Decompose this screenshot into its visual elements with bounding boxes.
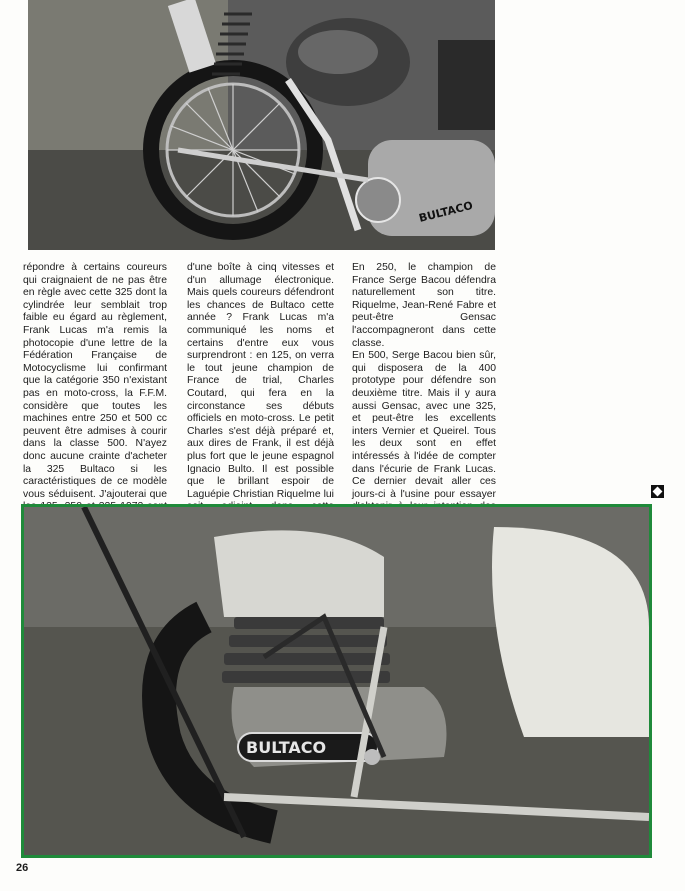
text-column-1 bbox=[23, 262, 167, 526]
page-number: 26 bbox=[16, 862, 29, 874]
bottom-photo bbox=[21, 504, 652, 858]
column-1-text: répondre à certains coureurs qui craignaient de ne pas être en règle avec cette 325 dont la cylindrée leur semblait trop faible eu égard au règlement, Frank Lucas m'a remis la photocopie d'une lettre de la Fédération Française de Motocyclisme lui confirmant que la catégorie 350 n'existant pas en moto-cross, la F.F.M. considère que toutes les machines entre 250 et 500 cc peuvent être admises à courir dans la classe 500. N'ayez donc aucune crainte d'acheter la 325 Bultaco si les caractéristiques de ce modèle vous séduisent. J'ajouterai que bbox=[23, 262, 167, 500]
column-3-paragraph-1: En 250, le champion de France Serge Bacou défendra naturellement son titre. Riquelme, Jean-René Fabre et peut-être Gensac l'accompagneront dans cette classe. bbox=[352, 262, 496, 349]
column-3-paragraph-2: En 500, Serge Bacou bien sûr, qui disposera de la 400 prototype pour défendre son deuxième titre. Mais il y aura aussi Gensac, avec une 325, et peut-être les excellents inters Vernier et Queirel. Tous les deux sont en effet intéressés à l'idée de compter dans l'écurie de Frank Lucas. Ce dernier devait aller ces jours-ci à l'usine pour essayer bbox=[352, 350, 496, 500]
top-photo-brand: BULTACO bbox=[417, 198, 475, 225]
text-column-3 bbox=[352, 262, 496, 539]
bottom-photo-brand: BULTACO bbox=[246, 738, 327, 757]
column-2-text: d'une boîte à cinq vitesses et d'un allumage électronique. Mais quels coureurs défendront les chances de Bultaco cette année ? Frank Lucas m'a communiqué les noms et certains d'entre eux vous surprendront : en 125, on verra le tout jeune champion de France de trial, Charles Coutard, qui fera en la circonstance ses débuts officiels en moto-cross. Le petit Charles s'est déjà préparé et, aux dires de Frank, il est déjà plus fort que le jeune espagnol Ignacio Bulto. Il est possible que le brillant espoir de Laguépie Christian Riquelme lui bbox=[187, 262, 334, 500]
diamond-icon bbox=[651, 485, 664, 498]
text-column-2 bbox=[187, 262, 334, 526]
top-photo bbox=[28, 0, 495, 250]
